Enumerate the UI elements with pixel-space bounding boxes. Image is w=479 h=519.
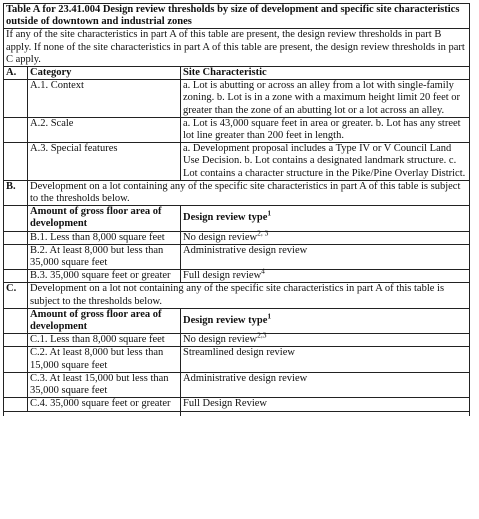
part-b-header-row (4, 206, 470, 231)
part-b-area-header: Amount of gross floor area of development (28, 206, 181, 231)
part-b-type-cell (181, 266, 470, 283)
part-a-site-cell: a. Lot is abutting or across an alley from a lot with single-family zoning. b. Lot is in a zone with a maximum height limit 20 feet or greater than the zone of an abutting lot or a lot across an alley. (181, 80, 470, 118)
part-b-area-cell: B.2. At least 8,000 but less than 35,000 square feet (28, 244, 181, 269)
footnote-marker: 1 (267, 208, 272, 218)
part-b-area-cell: B.1. Less than 8,000 square feet (28, 231, 181, 244)
part-c-type-header-label: Design review type (183, 314, 268, 326)
part-a-category-cell: A.2. Scale (28, 117, 181, 142)
part-b-type-text: Administrative design review (183, 244, 308, 256)
part-c-area-cell: C.2. At least 8,000 but less than 15,000 square feet (28, 347, 181, 372)
part-b-area-cell: B.3. 35,000 square feet or greater (28, 270, 181, 283)
part-a-site-cell: a. Lot is 43,000 square feet in area or greater. b. Lot has any street lot line greater than 200 feet in length. (181, 117, 470, 142)
table-title-row (4, 4, 470, 29)
part-c-type-text: Administrative design review (183, 372, 308, 384)
part-a-header-row (4, 67, 470, 80)
part-c-type-cell (181, 372, 470, 397)
part-c-area-cell: C.4. 35,000 square feet or greater (28, 398, 181, 411)
part-c-description: Development on a lot not containing any of the specific site characteristics in part A of this table is subject to the thresholds below. (28, 283, 470, 308)
part-c-type-text: Full Design Review (183, 398, 267, 410)
part-c-area-header: Amount of gross floor area of development (28, 308, 181, 333)
part-a-site-header: Site Characteristic (181, 67, 470, 80)
table-intro-row (4, 29, 470, 67)
table-row (4, 117, 470, 142)
design-review-table-document (3, 3, 469, 416)
part-c-type-header (181, 308, 470, 333)
footnote-marker: 2, 3 (257, 228, 269, 238)
footnote-marker: 1 (267, 311, 272, 321)
part-b-type-header-label: Design review type (183, 212, 268, 224)
part-b-type-text: No design review (183, 231, 258, 243)
part-b-type-cell (181, 228, 470, 244)
part-b-type-cell (181, 244, 470, 269)
table-row (4, 244, 470, 269)
part-a-category-cell: A.3. Special features (28, 143, 181, 181)
part-b-description: Development on a lot containing any of the specific site characteristics in part A of this table is subject to the thresholds below. (28, 180, 470, 205)
part-c-desc-row (4, 283, 470, 308)
footnote-marker: 2,3 (257, 330, 267, 340)
part-c-header-row (4, 308, 470, 333)
table-bottom-edge (4, 411, 470, 416)
table-row (4, 398, 470, 411)
table-title: Table A for 23.41.004 Design review thresholds by size of development and specific site characteristics outside of downtown and industrial zones (4, 4, 470, 29)
part-c-area-cell: C.1. Less than 8,000 square feet (28, 334, 181, 347)
part-a-category-cell: A.1. Context (28, 80, 181, 118)
part-c-type-text: Streamlined design review (183, 347, 295, 359)
part-c-area-cell: C.3. At least 15,000 but less than 35,000 square feet (28, 372, 181, 397)
table-row (4, 334, 470, 347)
part-c-letter: C. (4, 283, 28, 308)
table-row (4, 372, 470, 397)
part-c-type-cell (181, 330, 470, 347)
table-row (4, 347, 470, 372)
part-a-category-header: Category (28, 67, 181, 80)
table-row (4, 80, 470, 118)
footnote-marker: 4 (261, 266, 265, 276)
part-b-type-header (181, 206, 470, 231)
part-b-letter: B. (4, 180, 28, 205)
table-row (4, 270, 470, 283)
part-a-letter: A. (4, 67, 28, 80)
table-row (4, 231, 470, 244)
table-intro: If any of the site characteristics in part A of this table are present, the design review thresholds in part B apply. If none of the site characteristics in part A of this table are present, the design review thresholds in part C apply. (4, 29, 470, 67)
design-review-thresholds-table (3, 3, 470, 416)
part-a-site-cell: a. Development proposal includes a Type IV or V Council Land Use Decision. b. Lot contains a designated landmark structure. c. Lot contains a character structure in the Pike/Pine Overlay District. (181, 143, 470, 181)
table-row (4, 143, 470, 181)
part-c-type-text: No design review (183, 334, 258, 346)
part-c-type-cell (181, 398, 470, 411)
part-c-type-cell (181, 347, 470, 372)
part-b-type-text: Full design review (183, 270, 262, 282)
part-b-desc-row (4, 180, 470, 205)
